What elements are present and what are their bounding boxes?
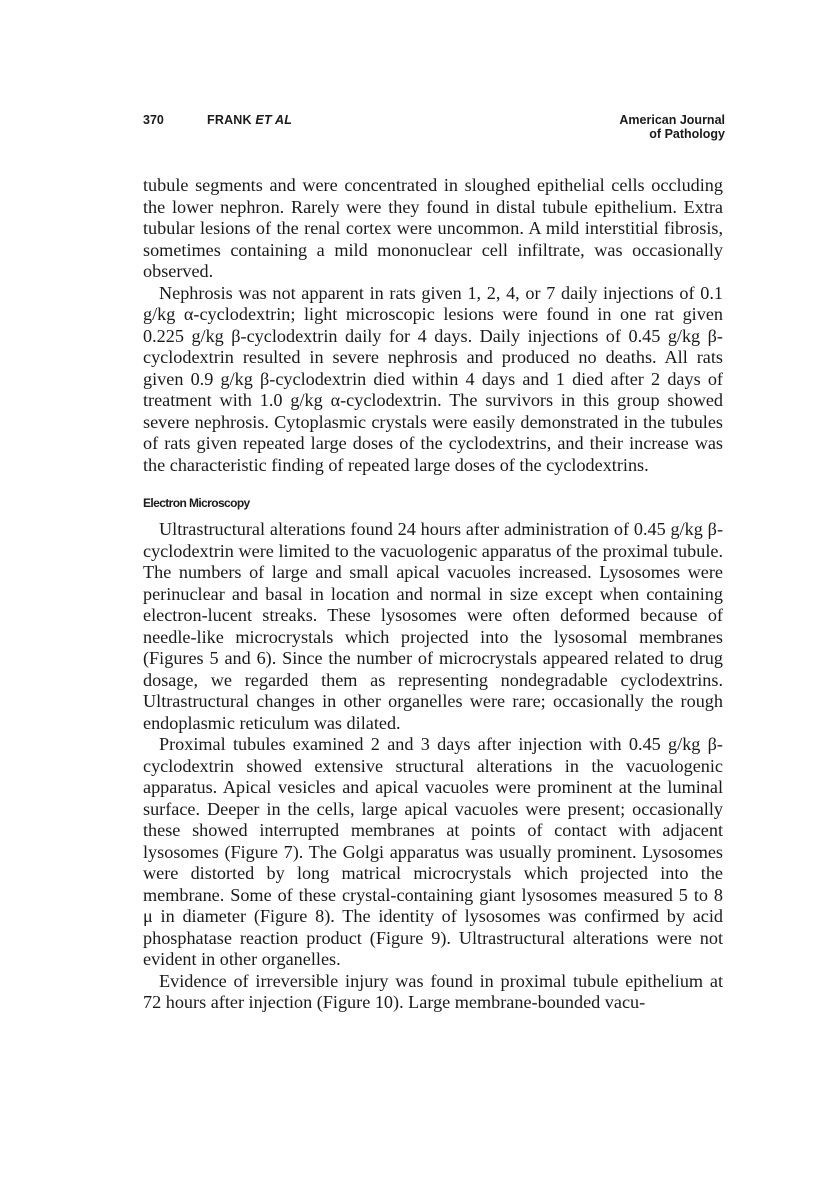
article-body bbox=[143, 175, 723, 1014]
journal-name bbox=[619, 113, 725, 141]
authors-et-al: ET AL bbox=[255, 113, 293, 127]
page-number: 370 bbox=[143, 113, 164, 127]
authors-names: FRANK bbox=[207, 113, 256, 127]
paragraph-ultrastructural-24h: Ultrastructural alterations found 24 hours after administration of 0.45 g/kg β-cyclodextrin were limited to the vacuologenic apparatus of the proximal tubule. The numbers of large and small apical vacuoles increased. Lysosomes were perinuclear and basal in location and normal in size except when containing electron-lucent streaks. These lysosomes were often deformed because of needle-like microcrystals which projected into the lysosomal membranes (Figures 5 and 6). Since the number of microcrystals appeared related to drug dosage, we regarded them as representing nondegradable cyclodextrins. Ultrastructural changes in other organelles were rare; occasionally the rough endoplasmic reticulum was dilated. bbox=[143, 519, 723, 733]
paragraph-proximal-tubules: Proximal tubules examined 2 and 3 days after injection with 0.45 g/kg β-cyclodextrin showed extensive structural alterations in the vacuologenic apparatus. Apical vesicles and apical vacuoles were prominent at the luminal surface. Deeper in the cells, large apical vacuoles were present; occasionally these showed interrupted membranes at points of contact with adjacent lysosomes (Figure 7). The Golgi apparatus was usually prominent. Lysosomes were distorted by long matrical microcrystals which projected into the membrane. Some of these crystal-containing giant lysosomes measured 5 to 8 μ in diameter (Figure 8). The identity of lysosomes was confirmed by acid phosphatase reaction product (Figure 9). Ultrastructural alterations were not evident in other organelles. bbox=[143, 734, 723, 969]
running-head-authors bbox=[207, 113, 292, 127]
paragraph-irreversible-injury: Evidence of irreversible injury was found in proximal tubule epithelium at 72 hours after injection (Figure 10). Large membrane-bounded vacu- bbox=[143, 970, 723, 1012]
running-head bbox=[143, 113, 725, 149]
journal-name-line-1: American Journal bbox=[619, 113, 725, 127]
paragraph-continued: tubule segments and were concentrated in sloughed epithelial cells occluding the lower nephron. Rarely were they found in distal tubule epithelium. Extra tubular lesions of the renal cortex were uncommon. A mild interstitial fibrosis, sometimes containing a mild mononuclear cell infiltrate, was occasionally observed. bbox=[143, 175, 723, 281]
section-heading-electron-microscopy: Electron Microscopy bbox=[143, 496, 250, 510]
paragraph-nephrosis: Nephrosis was not apparent in rats given 1, 2, 4, or 7 daily injections of 0.1 g/kg α-cyclodextrin; light microscopic lesions were found in one rat given 0.225 g/kg β-cyclodextrin daily for 4 days. Daily injections of 0.45 g/kg β-cyclodextrin resulted in severe nephrosis and produced no deaths. All rats given 0.9 g/kg β-cyclodextrin died within 4 days and 1 died after 2 days of treatment with 1.0 g/kg α-cyclodextrin. The survivors in this group showed severe nephrosis. Cytoplasmic crystals were easily demonstrated in the tubules of rats given repeated large doses of the cyclodextrins, and their increase was the characteristic finding of repeated large doses of the cyclodextrins. bbox=[143, 282, 723, 475]
journal-name-line-2: of Pathology bbox=[649, 127, 725, 141]
